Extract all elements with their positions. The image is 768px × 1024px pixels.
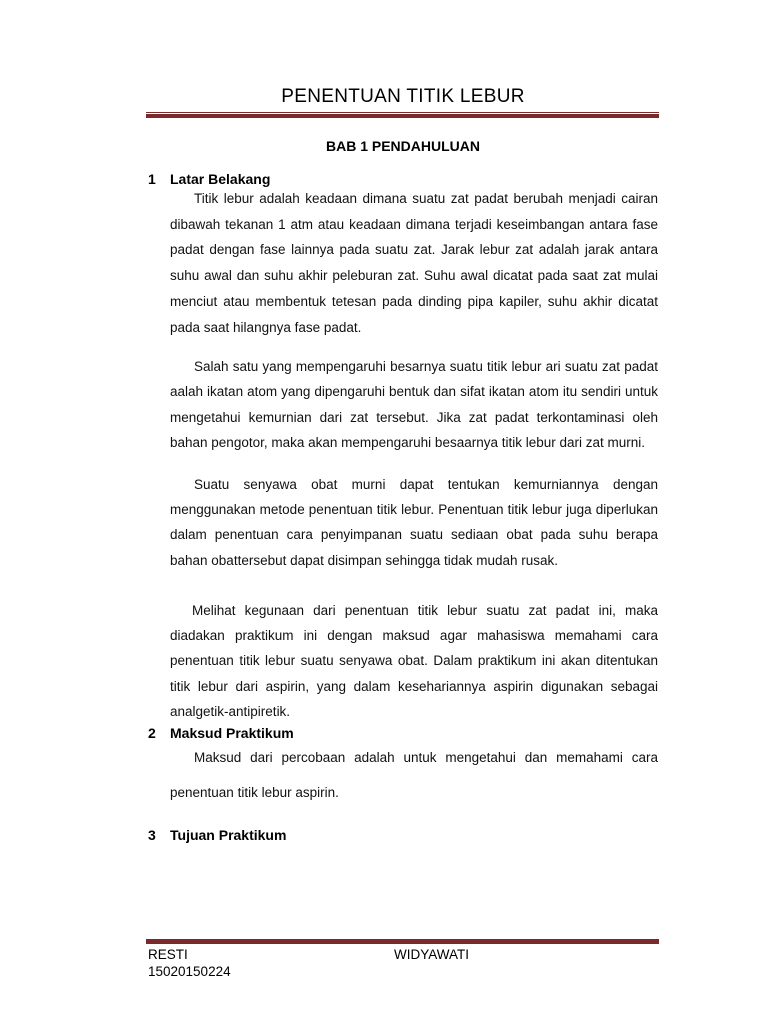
- footer-name-first: RESTI: [148, 947, 188, 962]
- section-number-2: 2: [148, 725, 156, 741]
- section-number-1: 1: [148, 171, 156, 187]
- footer-student-id: 15020150224: [148, 964, 231, 979]
- section-number-3: 3: [148, 827, 156, 843]
- footer-author: [148, 946, 231, 980]
- paragraph-maksud-praktikum: Maksud dari percobaan adalah untuk mengetahui dan memahami cara penentuan titik lebur aspirin.: [170, 750, 658, 800]
- footer-divider: [146, 938, 659, 944]
- document-title: PENENTUAN TITIK LEBUR: [281, 86, 525, 107]
- section-title-latar-belakang: Latar Belakang: [170, 171, 271, 187]
- paragraph-latar-belakang-1: Titik lebur adalah keadaan dimana suatu zat padat berubah menjadi cairan dibawah tekanan 1 atm atau keadaan dimana terjadi keseimbangan antara fase padat dengan fase lainnya pada suatu zat. Jarak lebur zat adalah jarak antara suhu awal dan suhu akhir peleburan zat. Suhu awal dicatat pada saat zat mulai menciut atau membentuk tetesan pada dinding pipa kapiler, suhu akhir dicatat pada saat hilangnya fase padat.: [170, 191, 658, 335]
- chapter-heading: BAB 1 PENDAHULUAN: [325, 138, 480, 154]
- paragraph-latar-belakang-3: Suatu senyawa obat murni dapat tentukan kemurniannya dengan menggunakan metode penentuan titik lebur. Penentuan titik lebur juga diperlukan dalam penentuan cara penyimpanan suatu sediaan obat pada suhu berapa bahan obattersebut dapat disimpan sehingga tidak mudah rusak.: [170, 477, 658, 568]
- section-title-tujuan-praktikum: Tujuan Praktikum: [170, 827, 287, 843]
- footer-name-last: WIDYAWATI: [394, 947, 469, 962]
- section-title-maksud-praktikum: Maksud Praktikum: [170, 725, 294, 741]
- title-divider: [146, 112, 659, 118]
- paragraph-latar-belakang-2: Salah satu yang mempengaruhi besarnya suatu titik lebur ari suatu zat padat aalah ikatan atom yang dipengaruhi bentuk dan sifat ikatan atom itu sendiri untuk mengetahui kemurnian dari zat tersebut. Jika zat padat terkontaminasi oleh bahan pengotor, maka akan mempengaruhi besaarnya titik lebur dari zat murni.: [170, 359, 658, 451]
- paragraph-latar-belakang-4: Melihat kegunaan dari penentuan titik lebur suatu zat padat ini, maka diadakan praktikum ini dengan maksud agar mahasiswa memahami cara penentuan titik lebur suatu senyawa obat. Dalam praktikum ini akan ditentukan titik lebur dari aspirin, yang dalam kesehariannya aspirin digunakan sebagai analgetik-antipiretik.: [170, 603, 658, 719]
